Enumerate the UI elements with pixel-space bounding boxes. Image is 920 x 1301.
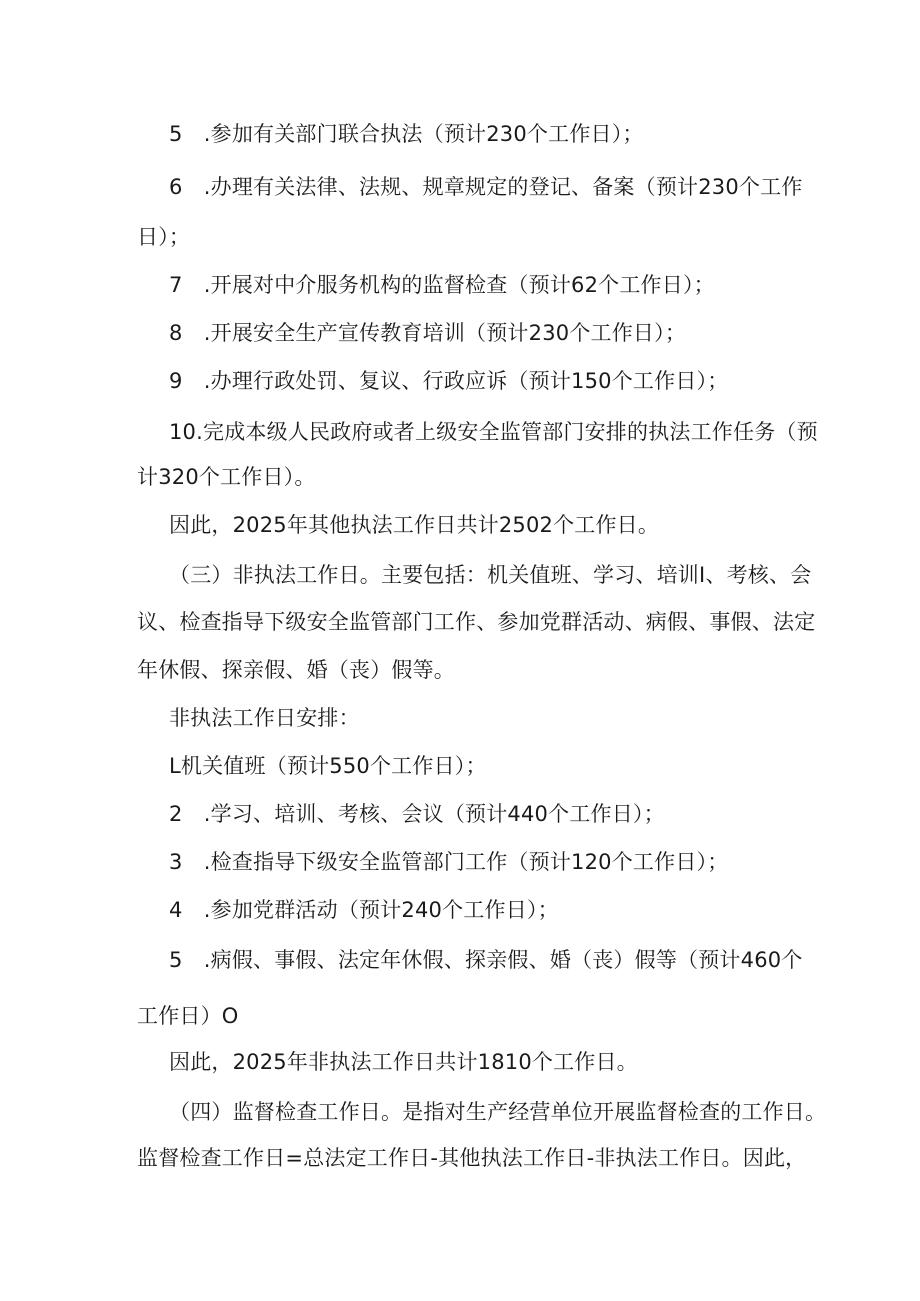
- summary-non-enforcement-days: 因此，2025年非执法工作日共计1810个工作日。: [169, 1050, 638, 1074]
- list-item-9-administrative-penalty: 9 .办理行政处罚、复议、行政应诉（预计150个工作日）；: [169, 369, 729, 393]
- list-item-6-continuation: 日）；: [137, 225, 191, 249]
- section-three-continuation-2: 年休假、探亲假、婚（丧）假等。: [137, 658, 455, 682]
- section-three-heading: （三）非执法工作日。主要包括：机关值班、学习、培训I、考核、会: [169, 563, 812, 587]
- non-enforcement-item-1: L机关值班（预计550个工作日）；: [169, 754, 487, 778]
- non-enforcement-item-5-continuation: 工作日）O: [137, 1004, 239, 1028]
- non-enforcement-item-3: 3 .检查指导下级安全监管部门工作（预计120个工作日）；: [169, 850, 729, 874]
- list-item-6-registration: 6 .办理有关法律、法规、规章规定的登记、备案（预计230个工作: [169, 175, 803, 199]
- list-item-5-joint-enforcement: 5 .参加有关部门联合执法（预计230个工作日）；: [169, 122, 644, 146]
- section-three-continuation-1: 议、检查指导下级安全监管部门工作、参加党群活动、病假、事假、法定: [137, 610, 816, 634]
- summary-other-enforcement-days: 因此，2025年其他执法工作日共计2502个工作日。: [169, 513, 660, 537]
- list-item-8-safety-training: 8 .开展安全生产宣传教育培训（预计230个工作日）；: [169, 321, 687, 345]
- non-enforcement-item-2: 2 .学习、培训、考核、会议（预计440个工作日）；: [169, 802, 665, 826]
- non-enforcement-item-5: 5 .病假、事假、法定年休假、探亲假、婚（丧）假等（预计460个: [169, 948, 803, 972]
- list-item-10-continuation: 计320个工作日）。: [137, 465, 316, 489]
- section-four-formula: 监督检查工作日=总法定工作日-其他执法工作日-非执法工作日。因此，: [137, 1146, 807, 1170]
- non-enforcement-item-4: 4 .参加党群活动（预计240个工作日）；: [169, 898, 559, 922]
- list-item-7-intermediary-inspection: 7 .开展对中介服务机构的监督检查（预计62个工作日）；: [169, 273, 715, 297]
- list-item-10-assigned-tasks: 10.完成本级人民政府或者上级安全监管部门安排的执法工作任务（预: [169, 420, 818, 444]
- section-four-heading: （四）监督检查工作日。是指对生产经营单位开展监督检查的工作日。: [169, 1100, 827, 1124]
- non-enforcement-schedule-label: 非执法工作日安排：: [169, 706, 360, 730]
